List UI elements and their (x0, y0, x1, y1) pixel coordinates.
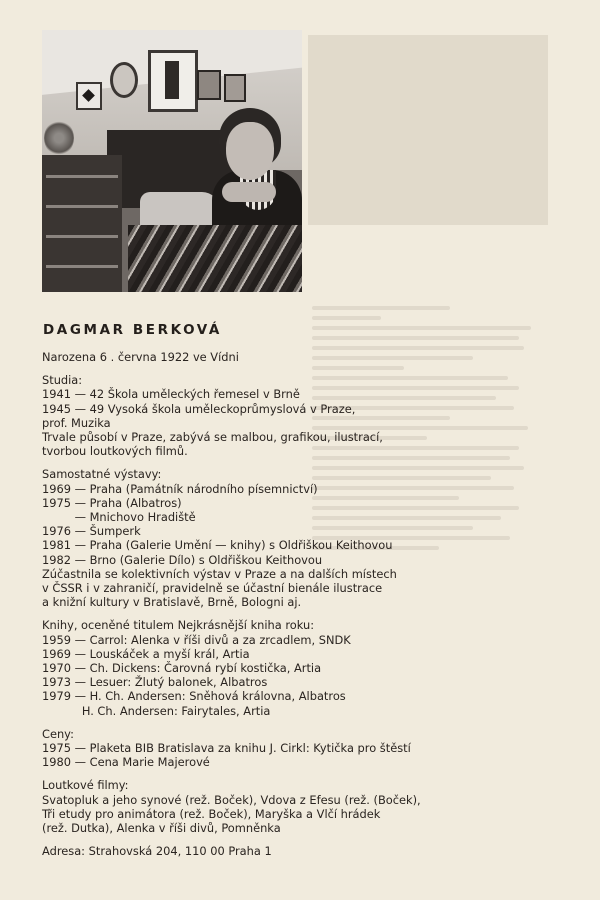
studies-line: Trvale působí v Praze, zabývá se malbou, grafikou, ilustrací, (42, 430, 383, 445)
book-line: 1969 — Louskáček a myší král, Artia (42, 646, 250, 661)
birth-info (42, 350, 582, 364)
awards-section (42, 727, 582, 770)
exhibition-line: 1969 — Praha (Památník národního písemnictví) (42, 481, 318, 496)
exhibition-line: v ČSSR i v zahraničí, pravidelně se účastní bienále ilustrace (42, 581, 383, 596)
artist-name: DAGMAR BERKOVÁ (43, 322, 222, 338)
address-line: Adresa: Strahovská 204, 110 00 Praha 1 (42, 844, 272, 859)
films-section (42, 778, 582, 835)
exhibition-line: Zúčastnila se kolektivních výstav v Praze a na dalších místech (42, 566, 397, 581)
studies-line: 1945 — 49 Vysoká škola uměleckoprůmyslová v Praze, (42, 401, 356, 416)
film-line: Tři etudy pro animátora (rež. Boček), Maryška a Vlčí hrádek (42, 806, 381, 821)
film-line: Svatopluk a jeho synové (rež. Boček), Vdova z Efesu (rež. (Boček), (42, 792, 421, 807)
show-through-photo (308, 35, 548, 225)
exhibition-line: 1981 — Praha (Galerie Umění — knihy) s Oldřiškou Keithovou (42, 538, 393, 553)
studies-section (42, 373, 582, 458)
exhibition-line: 1976 — Šumperk (42, 524, 141, 539)
awards-heading: Ceny: (42, 726, 74, 741)
studies-line: 1941 — 42 Škola uměleckých řemesel v Brně (42, 387, 300, 402)
books-heading: Knihy, oceněné titulem Nejkrásnější kniha roku: (42, 618, 315, 633)
biography (42, 350, 582, 868)
studies-heading: Studia: (42, 373, 83, 388)
exhibition-line: — Mnichovo Hradiště (42, 510, 196, 525)
birth-line: Narozena 6 . června 1922 ve Vídni (42, 350, 239, 364)
studies-line: prof. Muzika (42, 415, 111, 430)
films-heading: Loutkové filmy: (42, 778, 129, 793)
exhibitions-heading: Samostatné výstavy: (42, 467, 162, 482)
book-line: 1973 — Lesuer: Žlutý balonek, Albatros (42, 675, 268, 690)
exhibition-line: 1975 — Praha (Albatros) (42, 495, 182, 510)
address-section (42, 844, 582, 858)
portrait-photo (42, 30, 302, 292)
exhibitions-section (42, 467, 582, 609)
book-line: 1959 — Carrol: Alenka v říši divů a za zrcadlem, SNDK (42, 632, 351, 647)
film-line: (rež. Dutka), Alenka v říši divů, Pomněnka (42, 821, 281, 836)
book-line: 1979 — H. Ch. Andersen: Sněhová královna, Albatros (42, 689, 346, 704)
studies-line: tvorbou loutkových filmů. (42, 444, 188, 459)
exhibition-line: 1982 — Brno (Galerie Dílo) s Oldřiškou Keithovou (42, 552, 323, 567)
book-line: H. Ch. Andersen: Fairytales, Artia (42, 703, 271, 718)
award-line: 1975 — Plaketa BIB Bratislava za knihu J. Cirkl: Kytička pro štěstí (42, 741, 411, 756)
book-line: 1970 — Ch. Dickens: Čarovná rybí kostička, Artia (42, 661, 322, 676)
books-section (42, 618, 582, 717)
award-line: 1980 — Cena Marie Majerové (42, 755, 210, 770)
exhibition-line: a knižní kultury v Bratislavě, Brně, Bologni aj. (42, 595, 302, 610)
